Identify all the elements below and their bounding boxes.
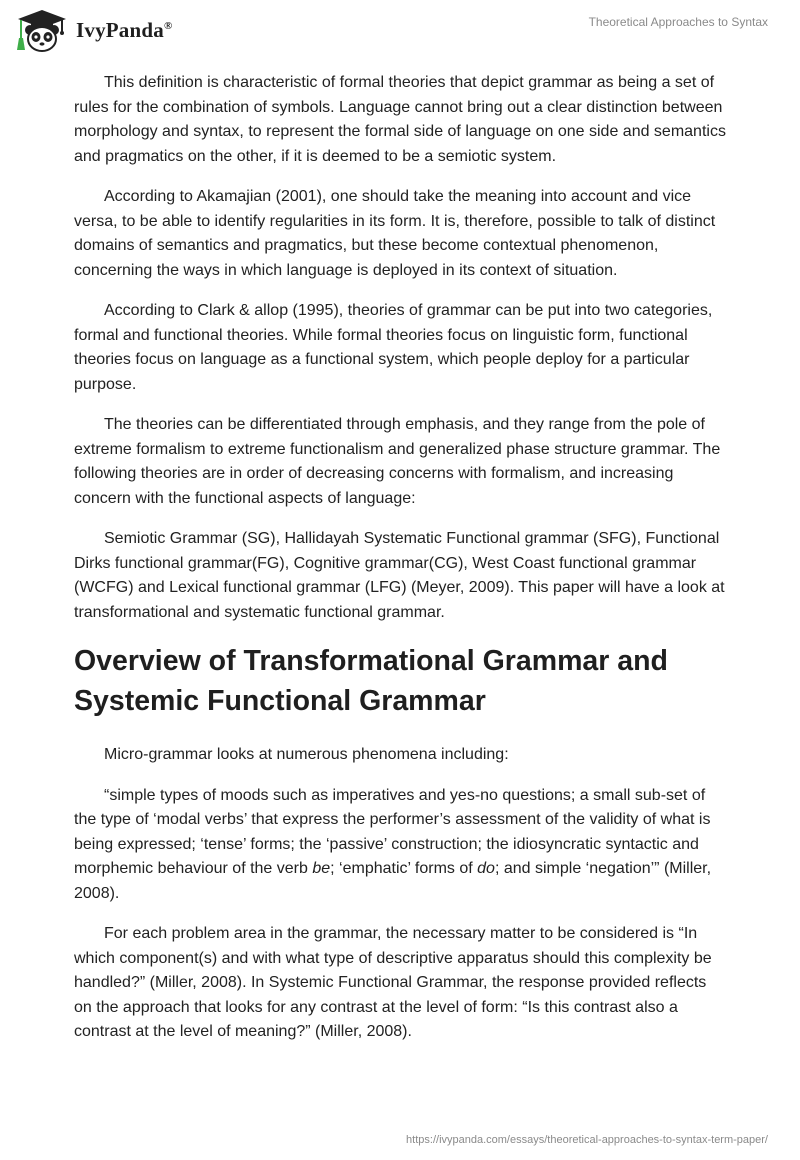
article-body — [74, 71, 726, 1061]
paragraph-8: For each problem area in the grammar, the necessary matter to be considered is “In which component(s) and with what type of descriptive apparatus should this complexity be handled?” (Miller, 2008). In Systemic Functional Grammar, the response provided reflects on the approach that looks for any contrast at the level of form: “Is this contrast also a contrast at the level of meaning?” (Miller, 2008). — [74, 925, 712, 1040]
page-header — [0, 0, 800, 60]
panda-graduate-icon — [14, 8, 70, 52]
paragraph-3: According to Clark & allop (1995), theories of grammar can be put into two categories, formal and functional theories. While formal theories focus on linguistic form, functional theories focus on language as a functional system, which people deploy for a particular purpose. — [74, 302, 713, 393]
quote-text-1: “simple types of moods such as imperatives and yes-no questions; a small sub-set of the type of ‘modal verbs’ that express the performer’s assessment of the validity of what is being expressed; ‘tense’ forms; the ‘passive’ construction; the idiosyncratic syntactic and morphemic behaviour of the verb — [74, 786, 711, 877]
registered-mark: ® — [163, 19, 173, 32]
section-heading: Overview of Transformational Grammar and Systemic Functional Grammar — [74, 645, 668, 717]
quote-paragraph — [74, 784, 726, 907]
paragraph-2: According to Akamajian (2001), one should take the meaning into account and vice versa, to be able to identify regularities in its form. It is, therefore, possible to talk of distinct domains of semantics and pragmatics, but these become contextual phenomenon, concerning the ways in which language is deployed in its context of situation. — [74, 188, 716, 279]
document-title: Theoretical Approaches to Syntax — [588, 15, 768, 29]
quote-text-2: ; ‘emphatic’ forms of — [330, 860, 478, 877]
source-url[interactable]: https://ivypanda.com/essays/theoretical-approaches-to-syntax-term-paper/ — [406, 1134, 768, 1146]
quote-emphasis-be: be — [312, 860, 331, 877]
paragraph-1: This definition is characteristic of formal theories that depict grammar as being a set of rules for the combination of symbols. Language cannot bring out a clear distinction between morphology and syntax, to represent the formal side of language on one side and semantics and pragmatics on the other, if it is deemed to be a semiotic system. — [74, 74, 726, 165]
brand-name: IvyPanda® — [76, 17, 173, 42]
paragraph-6: Micro-grammar looks at numerous phenomena including: — [104, 746, 509, 763]
quote-text-3: ; and simple ‘negation’” (Miller, 2008). — [74, 860, 712, 902]
paragraph-5: Semiotic Grammar (SG), Hallidayah Systematic Functional grammar (SFG), Functional Dirks functional grammar(FG), Cognitive grammar(CG), West Coast functional grammar (WCFG) and Lexical functional grammar (LFG) (Meyer, 2009). This paper will have a look at transformational and systematic functional grammar. — [74, 530, 725, 621]
quote-emphasis-do: do — [477, 860, 495, 877]
paragraph-4: The theories can be differentiated through emphasis, and they range from the pole of extreme formalism to extreme functionalism and generalized phase structure grammar. The following theories are in order of decreasing concerns with formalism, and increasing concern with the functional aspects of language: — [74, 416, 721, 507]
brand-logo[interactable] — [14, 8, 172, 52]
